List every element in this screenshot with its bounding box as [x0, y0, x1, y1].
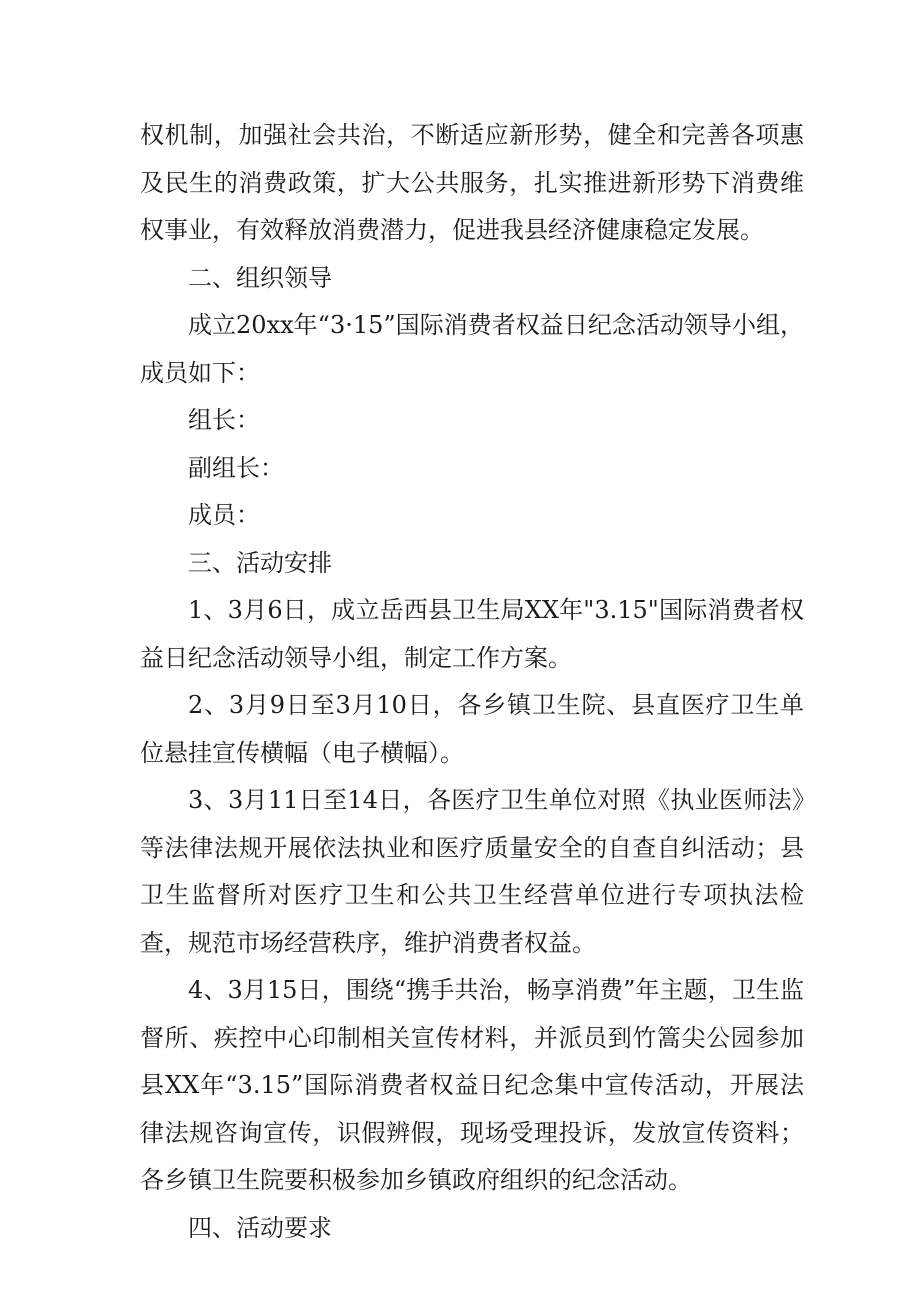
arrangement-item-3: 3、3月11日至14日，各医疗卫生单位对照《执业医师法》等法律法规开展依法执业和医疗质量安全的自查自纠活动；县卫生监督所对医疗卫生和公共卫生经营单位进行专项执法检查，规范市场经营秩序，维护消费者权益。	[140, 786, 804, 957]
arrangement-item-1: 1、3月6日，成立岳西县卫生局XX年"3.15"国际消费者权益日纪念活动领导小组，制定工作方案。	[140, 596, 804, 672]
arrangement-item-4: 4、3月15日，围绕“携手共治，畅享消费”年主题，卫生监督所、疾控中心印制相关宣传材料，并派员到竹篙尖公园参加县XX年“3.15”国际消费者权益日纪念集中宣传活动，开展法律法规咨询宣传，识假辨假，现场受理投诉，发放宣传资料；各乡镇卫生院要积极参加乡镇政府组织的纪念活动。	[140, 976, 804, 1194]
group-leader-line: 组长：	[188, 406, 260, 434]
section-heading-arrangement: 三、活动安排	[188, 548, 332, 577]
document-body	[140, 112, 804, 1252]
deputy-leader-line: 副组长：	[188, 453, 284, 482]
paragraph-continuation: 权机制，加强社会共治，不断适应新形势，健全和完善各项惠及民生的消费政策，扩大公共服务，扎实推进新形势下消费维权事业，有效释放消费潜力，促进我县经济健康稳定发展。	[140, 121, 804, 244]
members-line: 成员：	[188, 501, 260, 529]
section-heading-organization: 二、组织领导	[188, 263, 332, 292]
paragraph-leading-group: 成立20xx年“3·15”国际消费者权益日纪念活动领导小组，成员如下：	[140, 311, 804, 387]
section-heading-requirements: 四、活动要求	[188, 1213, 332, 1242]
arrangement-item-2: 2、3月9日至3月10日，各乡镇卫生院、县直医疗卫生单位悬挂宣传横幅（电子横幅）。	[140, 691, 804, 767]
